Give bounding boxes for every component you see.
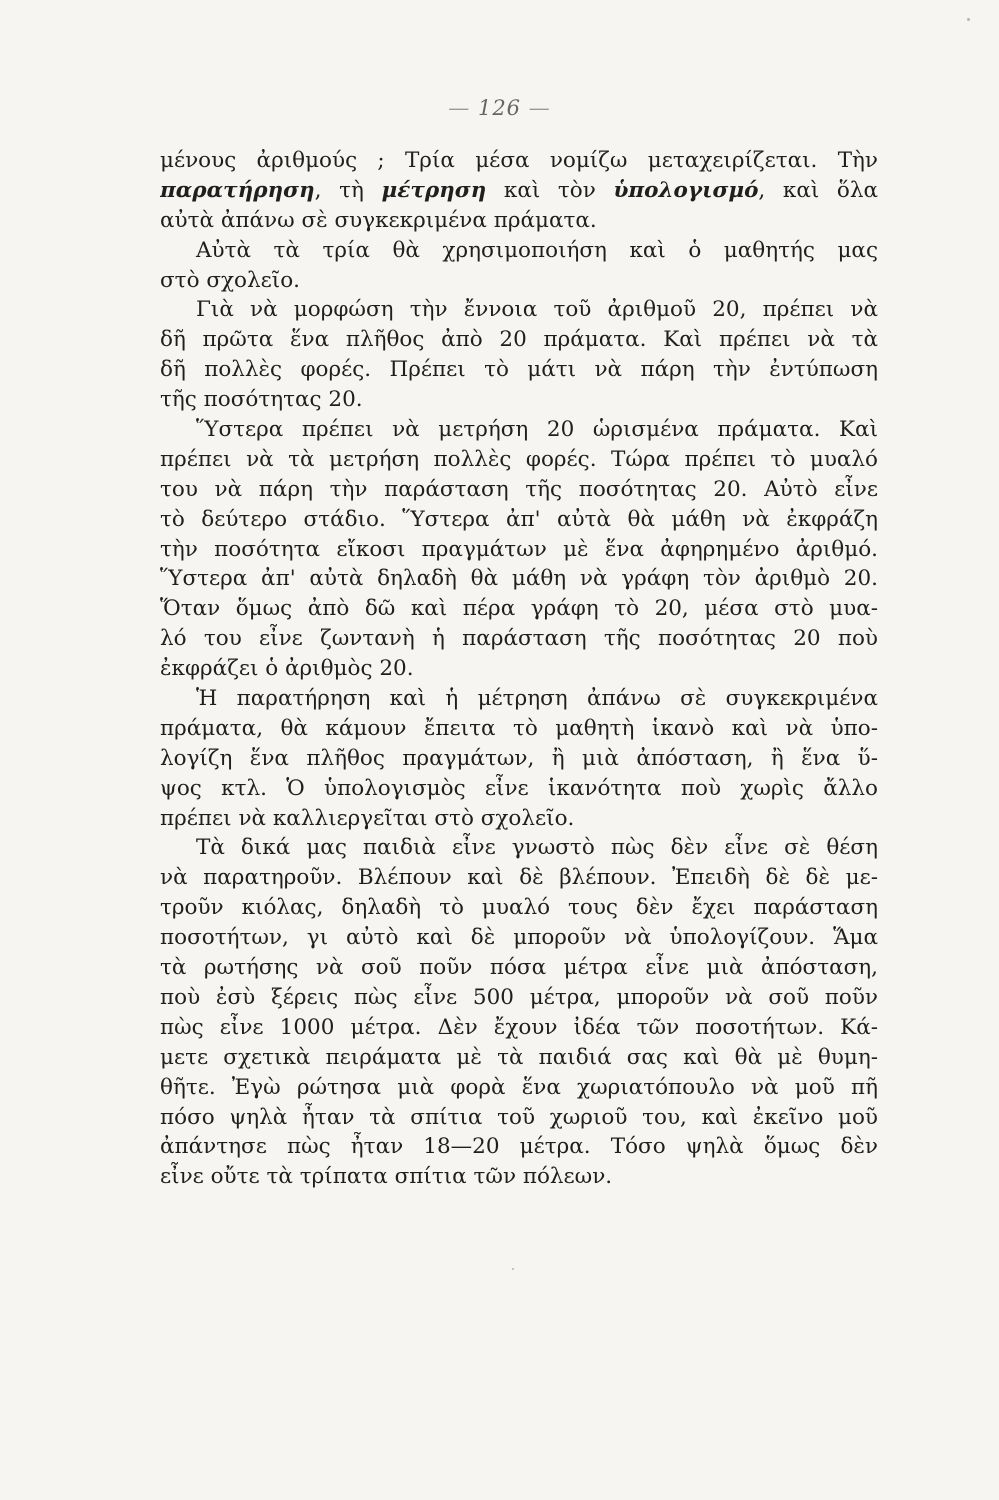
text-line (160, 325, 878, 355)
text-line (160, 684, 878, 714)
text-segment: Τὰ δικά μας παιδιὰ εἶνε γνωστὸ πὼς δὲν εἶνε σὲ θέση (196, 835, 878, 861)
text-segment: ψος κτλ. Ὁ ὑπολογισμὸς εἶνε ἱκανότητα ποὺ χωρὶς ἄλλο (160, 775, 878, 801)
text-line (160, 804, 878, 834)
text-line (160, 415, 878, 445)
text-line (160, 385, 878, 415)
text-line (160, 983, 878, 1013)
text-segment: πρέπει νὰ καλλιεργεῖται στὸ σχολεῖο. (160, 805, 575, 831)
text-segment: ἀπάντησε πὼς ἦταν 18—20 μέτρα. Τόσο ψηλὰ ὅμως δὲν (160, 1134, 878, 1160)
body-text (160, 146, 878, 1192)
text-line (160, 445, 878, 475)
text-segment: τὴν ποσότητα εἴκοσι πραγμάτων μὲ ἕνα ἀφηρημένο ἀριθμό. (160, 536, 878, 562)
text-segment: του νὰ πάρη τὴν παράσταση τῆς ποσότητας 20. Αὐτὸ εἶνε (160, 476, 878, 502)
page-number-dash-left: — (448, 96, 471, 120)
text-segment: τροῦν κιόλας, δηλαδὴ τὸ μυαλό τους δὲν ἔχει παράσταση (160, 895, 878, 921)
text-line (160, 295, 878, 325)
text-line (160, 714, 878, 744)
text-line (160, 654, 878, 684)
text-line (160, 1103, 878, 1133)
text-segment: , καὶ ὅλα (758, 177, 878, 203)
text-segment: εἶνε οὔτε τὰ τρίπατα σπίτια τῶν πόλεων. (160, 1164, 613, 1190)
text-segment: τὸ δεύτερο στάδιο. Ὕστερα ἀπ' αὐτὰ θὰ μάθη νὰ ἐκφράζη (160, 506, 878, 532)
text-line (160, 505, 878, 535)
text-segment: μένους ἀριθμούς ; Τρία μέσα νομίζω μεταχειρίζεται. Τὴν (160, 148, 878, 173)
text-line (160, 1013, 878, 1043)
text-line (160, 236, 878, 266)
text-line (160, 863, 878, 893)
text-segment: λογίζη ἕνα πλῆθος πραγμάτων, ἢ μιὰ ἀπόσταση, ἢ ἕνα ὕ- (160, 745, 878, 771)
text-line (160, 833, 878, 863)
text-line (160, 1162, 878, 1192)
text-segment: , τὴ (314, 177, 382, 203)
text-segment: δῆ πολλὲς φορές. Πρέπει τὸ μάτι νὰ πάρη τὴν ἐντύπωση (160, 357, 878, 383)
page-number-dash-right: — (528, 96, 551, 120)
emphasized-term: παρατήρηση (160, 177, 315, 203)
text-segment: Ὕστερα πρέπει νὰ μετρήση 20 ὡρισμένα πράματα. Καὶ (196, 417, 878, 443)
text-line (160, 355, 878, 385)
text-segment: ἐκφράζει ὁ ἀριθμὸς 20. (160, 656, 414, 682)
text-segment: ποσοτήτων, γι αὐτὸ καὶ δὲ μποροῦν νὰ ὑπολογίζουν. Ἅμα (160, 925, 878, 951)
text-segment: καὶ τὸν (486, 177, 614, 203)
text-segment: δῆ πρῶτα ἕνα πλῆθος ἀπὸ 20 πράματα. Καὶ πρέπει νὰ τὰ (160, 327, 878, 353)
text-segment: Ἡ παρατήρηση καὶ ἡ μέτρηση ἀπάνω σὲ συγκεκριμένα (196, 686, 878, 712)
text-line (160, 744, 878, 774)
text-segment: αὐτὰ ἀπάνω σὲ συγκεκριμένα πράματα. (160, 207, 597, 233)
text-segment: τὰ ρωτήσης νὰ σοῦ ποῦν πόσα μέτρα εἶνε μιὰ ἀπόσταση, (160, 955, 878, 981)
text-line (160, 624, 878, 654)
emphasized-term: μέτρηση (381, 177, 487, 203)
text-line (160, 176, 878, 206)
text-segment: θῆτε. Ἐγὼ ρώτησα μιὰ φορὰ ἕνα χωριατόπουλο νὰ μοῦ πῆ (160, 1074, 878, 1100)
page-number (0, 96, 999, 120)
text-segment: Γιὰ νὰ μορφώση τὴν ἔννοια τοῦ ἀριθμοῦ 20, πρέπει νὰ (196, 297, 878, 323)
page-number-value: 126 (477, 96, 522, 120)
text-line (160, 475, 878, 505)
text-line (160, 893, 878, 923)
paper-speck (512, 1268, 514, 1270)
text-segment: τῆς ποσότητας 20. (160, 387, 363, 413)
text-segment: μετε σχετικὰ πειράματα μὲ τὰ παιδιά σας καὶ θὰ μὲ θυμη- (160, 1044, 878, 1070)
text-segment: πρέπει νὰ τὰ μετρήση πολλὲς φορές. Τώρα πρέπει τὸ μυαλό (160, 446, 878, 472)
text-segment: πόσο ψηλὰ ἦταν τὰ σπίτια τοῦ χωριοῦ του, καὶ ἐκεῖνο μοῦ (160, 1104, 878, 1130)
text-line (160, 146, 878, 176)
text-line (160, 1073, 878, 1103)
paper-speck (967, 18, 970, 21)
text-line (160, 953, 878, 983)
text-segment: λό του εἶνε ζωντανὴ ἡ παράσταση τῆς ποσότητας 20 ποὺ (160, 626, 878, 652)
text-segment: νὰ παρατηροῦν. Βλέπουν καὶ δὲ βλέπουν. Ἐπειδὴ δὲ δὲ με- (160, 865, 878, 891)
emphasized-term: ὑπολογισμό (613, 177, 759, 203)
text-segment: Αὐτὰ τὰ τρία θὰ χρησιμοποιήση καὶ ὁ μαθητής μας (196, 237, 878, 263)
text-line (160, 535, 878, 565)
text-segment: πράματα, θὰ κάμουν ἔπειτα τὸ μαθητὴ ἱκανὸ καὶ νὰ ὑπο- (160, 715, 878, 741)
text-segment: Ὅταν ὅμως ἀπὸ δῶ καὶ πέρα γράφη τὸ 20, μέσα στὸ μυα- (160, 596, 878, 622)
text-line (160, 1132, 878, 1162)
text-line (160, 564, 878, 594)
text-segment: στὸ σχολεῖο. (160, 267, 300, 293)
text-line (160, 774, 878, 804)
text-line (160, 206, 878, 236)
text-segment: ποὺ ἐσὺ ξέρεις πὼς εἶνε 500 μέτρα, μποροῦν νὰ σοῦ ποῦν (160, 984, 878, 1010)
text-line (160, 923, 878, 953)
text-segment: Ὕστερα ἀπ' αὐτὰ δηλαδὴ θὰ μάθη νὰ γράφη τὸν ἀριθμὸ 20. (160, 566, 878, 592)
text-segment: πὼς εἶνε 1000 μέτρα. Δὲν ἔχουν ἰδέα τῶν ποσοτήτων. Κά- (160, 1014, 878, 1040)
text-line (160, 1043, 878, 1073)
text-line (160, 594, 878, 624)
text-line (160, 266, 878, 296)
